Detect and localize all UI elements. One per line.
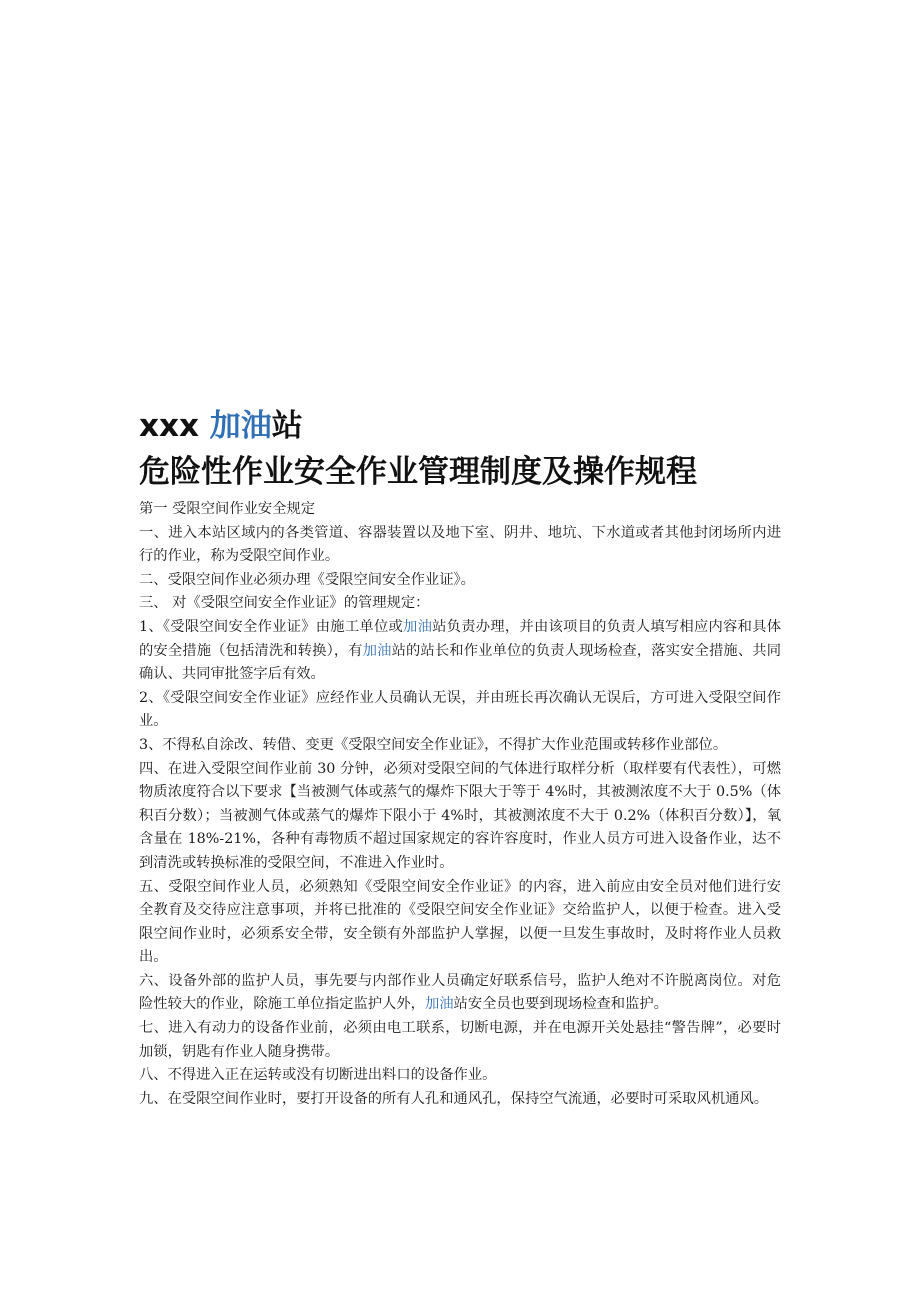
title-prefix: xxx — [139, 408, 210, 444]
paragraph-text: 1、《受限空间安全作业证》由施工单位或 — [139, 618, 404, 635]
inline-link[interactable]: 加油 — [424, 996, 454, 1013]
paragraph — [139, 734, 781, 758]
paragraph — [139, 1088, 781, 1112]
paragraph-text: 站负责办理，并由该项目的负责人填写相应内容和具体的安全措施（包括清洗和转换），有 — [139, 618, 781, 659]
paragraph-text: 第一 受限空间作业安全规定 — [139, 501, 316, 517]
paragraph — [139, 758, 781, 876]
paragraph — [139, 876, 781, 970]
paragraph — [139, 1064, 781, 1088]
paragraph — [139, 616, 781, 687]
paragraph — [139, 1017, 781, 1064]
paragraph-text: 站的站长和作业单位的负责人现场检查，落实安全措施、共同确认、共同审批签字后有效。 — [139, 642, 781, 683]
paragraph — [139, 522, 781, 569]
inline-link[interactable]: 加油 — [403, 618, 433, 635]
paragraph-list — [139, 498, 781, 1111]
paragraph — [139, 569, 781, 593]
paragraph — [139, 498, 781, 522]
document-body — [139, 404, 781, 1111]
paragraph-text: 六、设备外部的监护人员，事先要与内部作业人员确定好联系信号，监护人绝对不许脱离岗位。对危险性较大的作业，除施工单位指定监护人外， — [139, 972, 781, 1013]
document-title: 危险性作业安全作业管理制度及操作规程 — [139, 454, 697, 490]
title-link[interactable]: 加油 — [209, 408, 272, 444]
paragraph-text: 3、不得私自涂改、转借、变更《受限空间安全作业证》，不得扩大作业范围或转移作业部位。 — [139, 736, 728, 753]
title-suffix: 站 — [271, 408, 303, 444]
paragraph-text: 九、在受限空间作业时，要打开设备的所有人孔和通风孔，保持空气流通，必要时可采取风机通风。 — [139, 1090, 769, 1107]
station-title — [139, 404, 781, 448]
paragraph-text: 五、受限空间作业人员，必须熟知《受限空间安全作业证》的内容，进入前应由安全员对他们进行安全教育及交待应注意事项，并将已批准的《受限空间安全作业证》交给监护人，以便于检查。进入受限空间作业时，必须系安全带，安全锁有外部监护人掌握，以便一旦发生事故时，及时将作业人员救出。 — [139, 878, 781, 966]
paragraph-text: 二、受限空间作业必须办理《受限空间安全作业证》。 — [139, 571, 475, 588]
paragraph — [139, 970, 781, 1017]
paragraph-text: 站安全员也要到现场检查和监护。 — [453, 996, 668, 1013]
paragraph-text: 三、 对《受限空间安全作业证》的管理规定： — [139, 595, 430, 612]
paragraph-text: 一、进入本站区域内的各类管道、容器装置以及地下室、阴井、地坑、下水道或者其他封闭场所内进行的作业，称为受限空间作业。 — [139, 524, 781, 565]
paragraph — [139, 592, 781, 616]
paragraph-text: 2、《受限空间安全作业证》应经作业人员确认无误，并由班长再次确认无误后，方可进入受限空间作业。 — [139, 689, 781, 730]
paragraph-text: 四、在进入受限空间作业前 30 分钟，必须对受限空间的气体进行取样分析（取样要有代表性），可燃物质浓度符合以下要求【当被测气体或蒸气的爆炸下限大于等于 4%时，其被测浓度不大于 0.5%（体积百分数）；当被测气体或蒸气的爆炸下限小于 4%时，其被测浓度不大于 0.2%（体积百分数）】，氧含量在 18%-21%，各种有毒物质不超过国家规定的容许容度时，作业人员方可进入设备作业，达不到清洗或转换标准的受限空间，不准进入作业时。 — [139, 760, 781, 871]
paragraph-text: 七、进入有动力的设备作业前，必须由电工联系，切断电源，并在电源开关处悬挂“警告牌”，必要时加锁，钥匙有作业人随身携带。 — [139, 1020, 781, 1060]
paragraph — [139, 687, 781, 734]
inline-link[interactable]: 加油 — [362, 642, 392, 659]
paragraph-text: 八、不得进入正在运转或没有切断进出料口的设备作业。 — [139, 1067, 497, 1084]
